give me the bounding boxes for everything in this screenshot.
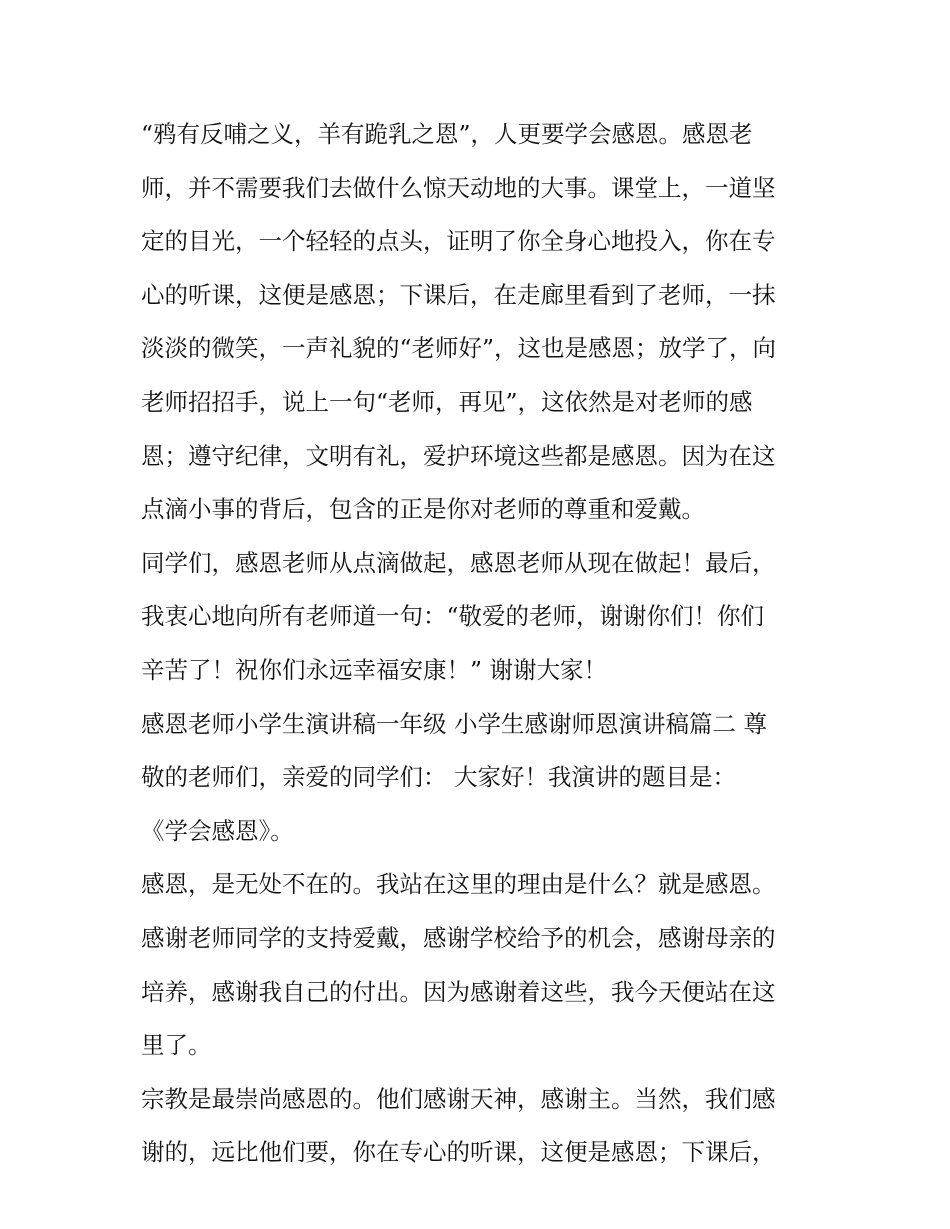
document-body (141, 108, 821, 1180)
text-line: 心的听课，这便是感恩；下课后，在走廊里看到了老师，一抹 (141, 280, 776, 309)
text-line: 点滴小事的背后，包含的正是你对老师的尊重和爱戴。 (141, 495, 705, 524)
text-line: 感恩老师小学生演讲稿一年级 小学生感谢师恩演讲稿篇二 尊 (141, 709, 767, 738)
text-line: “鸦有反哺之义，羊有跪乳之恩”，人更要学会感恩。感恩老 (141, 120, 753, 148)
text-line: 恩；遵守纪律，文明有礼，爱护环境这些都是感恩。因为在这 (141, 441, 776, 470)
text-line: 里了。 (141, 1031, 212, 1060)
text-line: 《学会感恩》。 (141, 816, 294, 845)
text-line: 感谢老师同学的支持爱戴，感谢学校给予的机会，感谢母亲的 (141, 923, 776, 952)
text-line: 我衷心地向所有老师道一句：“敬爱的老师，谢谢你们！你们 (141, 602, 765, 631)
text-line: 培养，感谢我自己的付出。因为感谢着这些，我今天便站在这 (141, 977, 776, 1006)
text-line: 辛苦了！祝你们永远幸福安康！” 谢谢大家！ (141, 655, 607, 684)
text-line: 淡淡的微笑，一声礼貌的“老师好”，这也是感恩；放学了，向 (141, 334, 777, 363)
text-line: 感恩，是无处不在的。我站在这里的理由是什么？就是感恩。 (141, 870, 776, 899)
text-line: 谢的，远比他们要，你在专心的听课，这便是感恩；下课后， (141, 1138, 776, 1167)
text-line: 敬的老师们，亲爱的同学们： 大家好！我演讲的题目是： (141, 763, 736, 792)
text-line: 宗教是最崇尚感恩的。他们感谢天神，感谢主。当然，我们感 (141, 1084, 776, 1113)
text-line: 师，并不需要我们去做什么惊天动地的大事。课堂上，一道坚 (141, 173, 776, 202)
text-line: 定的目光，一个轻轻的点头，证明了你全身心地投入，你在专 (141, 227, 776, 256)
text-line: 同学们，感恩老师从点滴做起，感恩老师从现在做起！最后， (141, 548, 776, 577)
text-line: 老师招招手，说上一句“老师，再见”，这依然是对老师的感 (141, 387, 753, 416)
